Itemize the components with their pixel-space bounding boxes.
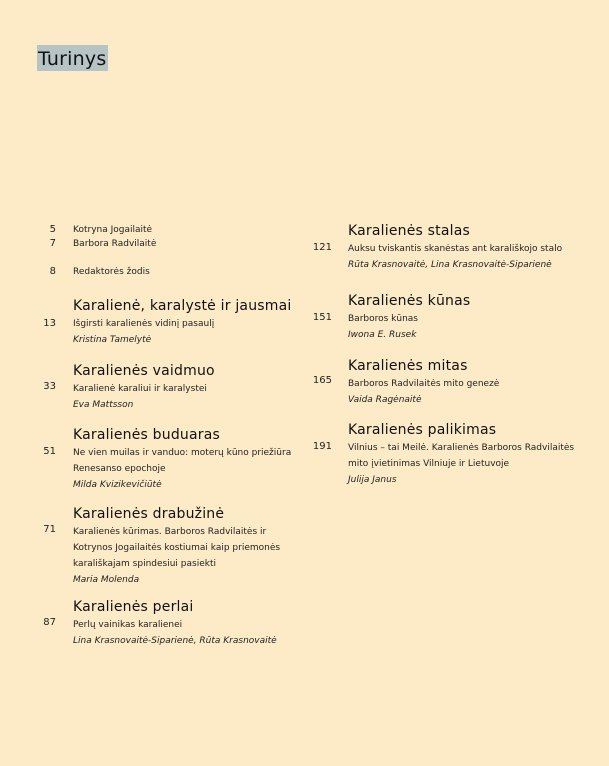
- toc-section[interactable]: [73, 505, 298, 588]
- section-heading: Karalienės buduaras: [73, 427, 220, 443]
- section-subtitle: Išgirsti karalienės vidinį pasaulį: [73, 319, 215, 329]
- section-subtitle: Karalienė karaliui ir karalystei: [73, 384, 207, 394]
- page-number: 121: [312, 242, 332, 253]
- page-number: 33: [43, 381, 56, 392]
- section-subtitle: Kotrynos Jogailaitės kostiumai kaip priemonės: [73, 543, 281, 553]
- page-number: 191: [312, 441, 332, 452]
- section-author: Maria Molenda: [73, 575, 140, 585]
- section-author: Rūta Krasnovaitė, Lina Krasnovaitė-Siparienė: [348, 260, 552, 270]
- section-heading: Karalienė, karalystė ir jausmai: [73, 298, 292, 314]
- section-author: Milda Kvizikevičiūtė: [73, 480, 162, 490]
- toc-section[interactable]: [73, 362, 298, 413]
- section-subtitle: Perlų vainikas karalienei: [73, 620, 183, 630]
- page-number: 51: [43, 446, 56, 457]
- section-subtitle: karališkajam spindesiui pasiekti: [73, 559, 216, 569]
- toc-section[interactable]: [73, 426, 298, 493]
- section-author: Iwona E. Rusek: [348, 330, 417, 340]
- section-heading: Karalienės perlai: [73, 599, 194, 615]
- toc-section[interactable]: [348, 222, 603, 273]
- section-subtitle: Renesanso epochoje: [73, 464, 166, 474]
- toc-section[interactable]: [73, 297, 298, 348]
- page-number: 8: [49, 266, 56, 277]
- page-title: Turinys: [37, 45, 108, 71]
- section-author: Vaida Ragėnaitė: [348, 395, 422, 405]
- section-heading: Karalienės vaidmuo: [73, 363, 215, 379]
- section-subtitle: mito įvietinimas Vilniuje ir Lietuvoje: [348, 459, 510, 469]
- toc-section[interactable]: [348, 357, 603, 408]
- section-author: Lina Krasnovaitė-Siparienė, Rūta Krasnovaitė: [73, 636, 277, 646]
- page-number: 151: [312, 312, 332, 323]
- section-subtitle: Auksu tviskantis skanėstas ant karališkojo stalo: [348, 244, 563, 254]
- toc-section[interactable]: [348, 421, 603, 488]
- section-subtitle: Barboros kūnas: [348, 314, 418, 324]
- section-heading: Karalienės kūnas: [348, 293, 471, 309]
- page-number: 165: [312, 375, 332, 386]
- toc-section[interactable]: [73, 598, 298, 649]
- section-subtitle: Karalienės kūrimas. Barboros Radvilaitės ir: [73, 527, 267, 537]
- page-number: 71: [43, 524, 56, 535]
- section-author: Kristina Tamelytė: [73, 335, 152, 345]
- page-number: 87: [43, 617, 56, 628]
- section-author: Julija Janus: [348, 475, 397, 485]
- section-heading: Karalienės stalas: [348, 223, 470, 239]
- entry-label: Barbora Radvilaitė: [73, 239, 157, 249]
- page-number: 13: [43, 318, 56, 329]
- section-subtitle: Barboros Radvilaitės mito genezė: [348, 379, 500, 389]
- section-heading: Karalienės drabužinė: [73, 506, 225, 522]
- entry-label: Redaktorės žodis: [73, 267, 150, 277]
- page-number: 7: [49, 238, 56, 249]
- section-subtitle: Ne vien muilas ir vanduo: moterų kūno priežiūra: [73, 448, 292, 458]
- section-heading: Karalienės palikimas: [348, 422, 497, 438]
- section-subtitle: Vilnius – tai Meilė. Karalienės Barboros Radvilaitės: [348, 443, 575, 453]
- section-author: Eva Mattsson: [73, 400, 134, 410]
- page-number: 5: [49, 224, 56, 235]
- section-heading: Karalienės mitas: [348, 358, 468, 374]
- toc-section[interactable]: [348, 292, 603, 343]
- entry-label: Kotryna Jogailaitė: [73, 225, 153, 235]
